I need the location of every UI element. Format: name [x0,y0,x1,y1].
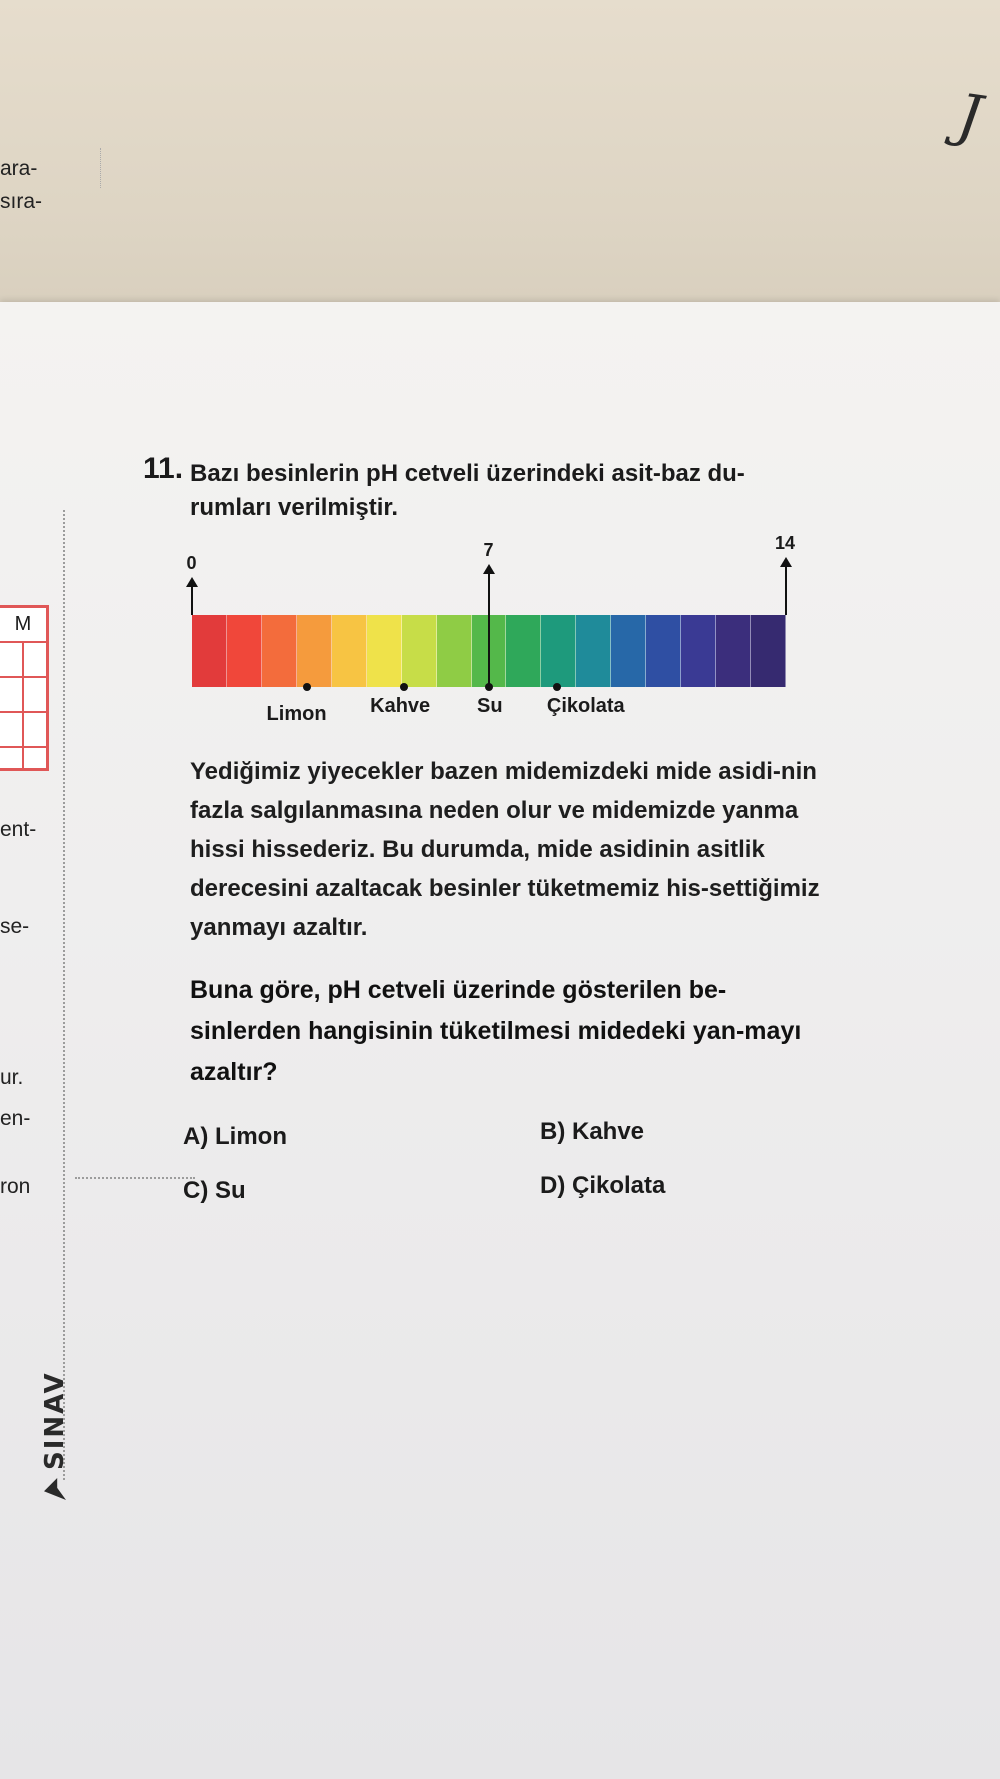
column-divider [63,510,65,1480]
divider-top [100,148,102,188]
bird-icon [44,1478,66,1500]
ph-color-segment [541,615,576,687]
margin-fragment: ara- [0,157,38,180]
ph-color-segment [262,615,297,687]
grid-header: M [0,608,46,643]
logo-text: SINAV [40,1371,70,1470]
question-text: Bazı besinlerin pH cetveli üzerindeki asit-baz du-rumları verilmiştir. [190,460,745,521]
option-c[interactable]: C) Su [183,1177,246,1204]
food-label: Limon [266,703,327,725]
option-a[interactable]: A) Limon [183,1123,287,1150]
ph-color-segment [367,615,402,687]
ph-mid-arrow [488,572,490,687]
margin-fragment: sıra- [0,190,42,213]
ph-min-arrow [191,585,193,615]
ph-color-segment [192,615,227,687]
question-prompt: Buna göre, pH cetveli üzerinde gösterilen be-sinlerden hangisinin tüketilmesi midedeki yan-mayı azaltır? [190,976,802,1086]
food-marker-çikolata [553,683,561,691]
ph-color-segment [611,615,646,687]
margin-fragment: ent- [0,818,37,841]
ph-color-segment [332,615,367,687]
option-d[interactable]: D) Çikolata [540,1172,666,1199]
question-number: 11. [143,452,184,485]
dotted-rule [75,1177,195,1179]
pen-mark: J [953,80,986,152]
ph-color-segment [506,615,541,687]
margin-fragment: se- [0,915,30,938]
ph-mid-arrowhead [483,564,495,574]
publisher-logo [40,1371,70,1500]
ph-color-segment [646,615,681,687]
ph-color-segment [681,615,716,687]
food-label: Kahve [370,695,431,717]
food-marker-limon [303,683,311,691]
food-marker-su [485,683,493,691]
ph-mid-label: 7 [483,540,494,560]
food-label: Su [477,695,503,717]
ph-max-arrow [785,565,787,615]
ph-max-arrowhead [780,557,792,567]
margin-fragment: ur. [0,1066,24,1089]
ph-min-arrowhead [186,577,198,587]
margin-fragment: en- [0,1107,31,1130]
ph-color-segment [751,615,786,687]
ph-color-segment [227,615,262,687]
ph-color-segment [576,615,611,687]
ph-color-segment [402,615,437,687]
answer-grid [0,605,49,771]
ph-color-segment [297,615,332,687]
question-paragraph: Yediğimiz yiyecekler bazen midemizdeki mide asidi-nin fazla salgılanmasına neden olur ve midemizde yanma hissi hissederiz. Bu durumda, mide asidinin asitlik derecesini azaltacak besinler tüketmemiz his-settiğimiz yanmayı azaltır. [190,758,820,941]
ph-max-label: 14 [775,533,796,553]
ph-min-label: 0 [186,553,197,573]
food-label: Çikolata [546,695,625,717]
ph-color-segment [437,615,472,687]
ph-color-segment [716,615,751,687]
option-b[interactable]: B) Kahve [540,1118,645,1145]
margin-fragment: ron [0,1175,31,1198]
